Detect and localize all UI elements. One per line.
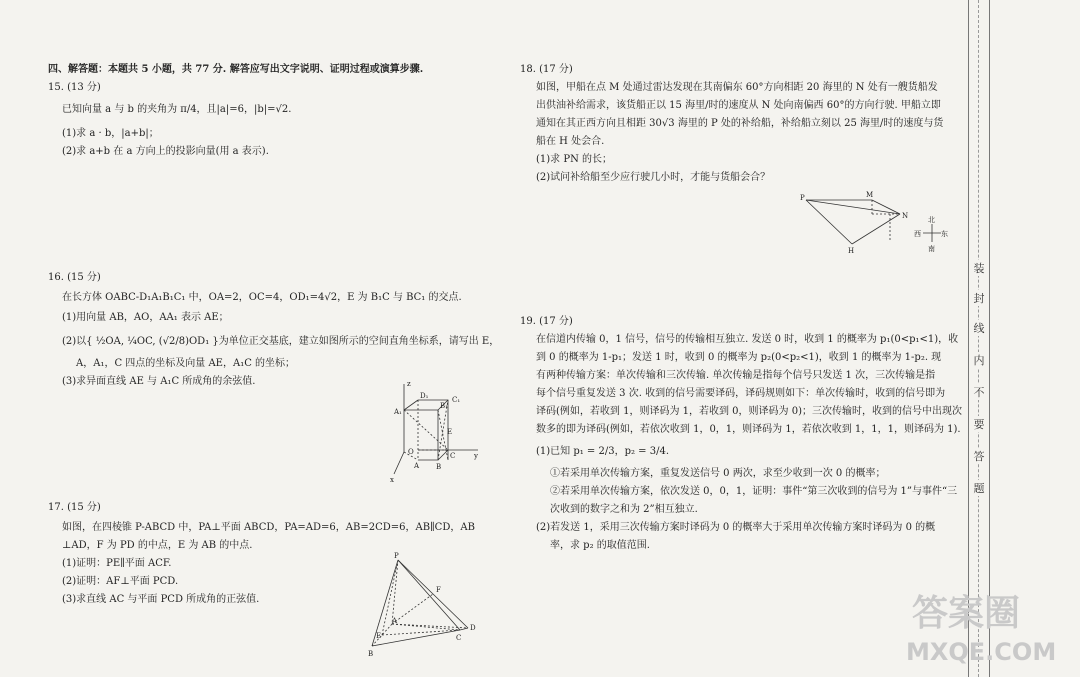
q18-label-h: H [848, 247, 855, 255]
q18-line1: 如图，甲船在点 M 处通过雷达发现在其南偏东 60°方向相距 20 海里的 N 处有一艘货船发 [536, 82, 938, 93]
q16-label-b: B [436, 463, 442, 471]
q18-part2: (2)试问补给船至少应行驶几小时，才能与货船会合？ [536, 172, 771, 183]
binding-char: 要 [971, 416, 987, 432]
q17-label-f: F [436, 586, 441, 594]
watermark-cn: 答案圈 [912, 593, 1021, 634]
binding-char: 装 [971, 260, 987, 276]
q18-line4: 船在 H 处会合. [536, 136, 605, 147]
section-heading: 四、解答题：本题共 5 小题，共 77 分. 解答应写出文字说明、证明过程或演算步骤. [48, 64, 424, 75]
q18-label-n: N [902, 212, 909, 220]
q15-part2: (2)求 a+b 在 a 方向上的投影向量(用 a 表示). [62, 146, 269, 157]
binding-margin [968, 0, 990, 677]
q18-part1: (1)求 PN 的长； [536, 154, 613, 165]
q16-label-b1: B₁ [440, 402, 448, 410]
binding-char: 内 [971, 352, 987, 368]
q19-part1a: ①若采用单次传输方案，重复发送信号 0 两次，求至少收到一次 0 的概率； [550, 468, 886, 479]
q18-compass-north: 北 [928, 216, 935, 224]
q18-number: 18. (17 分) [520, 64, 573, 75]
q17-pyramid-figure [364, 550, 484, 660]
q17-part2: (2)证明：AF⊥平面 PCD. [62, 576, 179, 587]
q17-label-d: D [470, 624, 476, 632]
q16-part1: (1)用向量 AB，AO，AA₁ 表示 AE； [62, 312, 229, 323]
q19-line5: 译码(例如，若收到 1，则译码为 1，若收到 0，则译码为 0)；三次传输时，收到的信号中出现次 [536, 406, 962, 417]
q19-line4: 每个信号重复发送 3 次. 收到的信号需要译码，译码规则如下：单次传输时，收到的信号即为 [536, 388, 946, 399]
q19-part1: (1)已知 p₁ = 2/3，p₂ = 3/4. [536, 446, 670, 457]
binding-char: 线 [971, 320, 987, 336]
q17-label-a: A [392, 617, 398, 625]
q16-part2b: A，A₁，C 四点的坐标及向量 AE，A₁C 的坐标； [76, 358, 296, 369]
q15-part1: (1)求 a · b，|a+b|； [62, 128, 159, 139]
binding-char: 不 [971, 384, 987, 400]
q19-line3: 有两种传输方案：单次传输和三次传输. 单次传输是指每个信号只发送 1 次，三次传输是指 [536, 370, 936, 381]
q15-stem: 已知向量 a 与 b 的夹角为 π/4，且|a|=6，|b|=√2. [62, 104, 292, 115]
q18-compass-west: 西 [914, 230, 921, 238]
q17-label-e: E [376, 632, 382, 640]
binding-char: 题 [971, 480, 987, 496]
q16-label-y: y [474, 452, 478, 460]
q16-label-d1: D₁ [420, 392, 429, 400]
q15-number: 15. (13 分) [48, 82, 101, 93]
q17-part1: (1)证明：PE∥平面 ACF. [62, 558, 172, 569]
binding-char: 封 [971, 290, 987, 306]
q19-line2: 到 0 的概率为 1-p₁；发送 1 时，收到 0 的概率为 p₂(0<p₂<1)，收到 1 的概率为 1-p₂. 现 [536, 352, 942, 363]
q19-line1: 在信道内传输 0，1 信号，信号的传输相互独立. 发送 0 时，收到 1 的概率为 p₁(0<p₁<1)，收 [536, 334, 959, 345]
q16-label-o: O [408, 448, 414, 456]
q16-number: 16. (15 分) [48, 272, 101, 283]
q16-part2a: (2)以{ ½OA, ¼OC, (√2/8)OD₁ }为单位正交基底，建立如图所示的空间直角坐标系，请写出 E， [62, 336, 500, 347]
watermark-en: MXQE.COM [906, 638, 1057, 666]
q17-number: 17. (15 分) [48, 502, 101, 513]
q17-stem2: ⊥AD，F 为 PD 的中点，E 为 AB 的中点. [62, 540, 253, 551]
q16-label-c1: C₁ [452, 396, 461, 404]
q18-label-m: M [866, 191, 874, 199]
q16-label-x: x [390, 476, 394, 484]
q16-label-e: E [447, 428, 453, 436]
q19-number: 19. (17 分) [520, 316, 573, 327]
q18-compass-east: 东 [941, 230, 948, 238]
q17-label-p: P [394, 552, 399, 560]
q16-stem: 在长方体 OABC-D₁A₁B₁C₁ 中，OA=2，OC=4，OD₁=4√2，E 为 B₁C 与 BC₁ 的交点. [62, 292, 462, 303]
q16-label-a: A [414, 462, 420, 470]
q16-label-z: z [407, 380, 411, 388]
q18-line3: 通知在其正西方向且相距 30√3 海里的 P 处的补给船，补给船立刻以 25 海里/时的速度与货 [536, 118, 944, 129]
q16-part3: (3)求异面直线 AE 与 A₁C 所成角的余弦值. [62, 376, 256, 387]
q17-label-b: B [368, 650, 374, 658]
q19-line6: 数多的即为译码(例如，若依次收到 1，0，1，则译码为 1，若依次收到 1，1，1，则译码为 1). [536, 424, 961, 435]
q16-label-c: C [450, 452, 456, 460]
q17-label-c: C [456, 634, 462, 642]
q17-part3: (3)求直线 AC 与平面 PCD 所成角的正弦值. [62, 594, 260, 605]
q16-label-a1: A₁ [394, 408, 402, 416]
q19-part1b2: 次收到的数字之和为 2”相互独立. [550, 504, 698, 515]
q19-part2a: (2)若发送 1，采用三次传输方案时译码为 0 的概率大于采用单次传输方案时译码为 0 的概 [536, 522, 936, 533]
q18-navigation-figure [796, 188, 946, 258]
q19-part2b: 率，求 p₂ 的取值范围. [550, 540, 650, 551]
q17-stem1: 如图，在四棱锥 P-ABCD 中，PA⊥平面 ABCD，PA=AD=6，AB=2CD=6，AB∥CD，AB [62, 522, 475, 533]
q16-box-figure [384, 378, 484, 484]
binding-char: 答 [971, 448, 987, 464]
q18-compass-south: 南 [928, 245, 935, 253]
q18-label-p: P [800, 194, 805, 202]
cut-line [978, 0, 979, 677]
q18-line2: 出供油补给需求，该货船正以 15 海里/时的速度从 N 处向南偏西 60°的方向行驶. 甲船立即 [536, 100, 941, 111]
q19-part1b1: ②若采用单次传输方案，依次发送 0，0，1，证明：事件“第三次收到的信号为 1”与事件“三 [550, 486, 958, 497]
